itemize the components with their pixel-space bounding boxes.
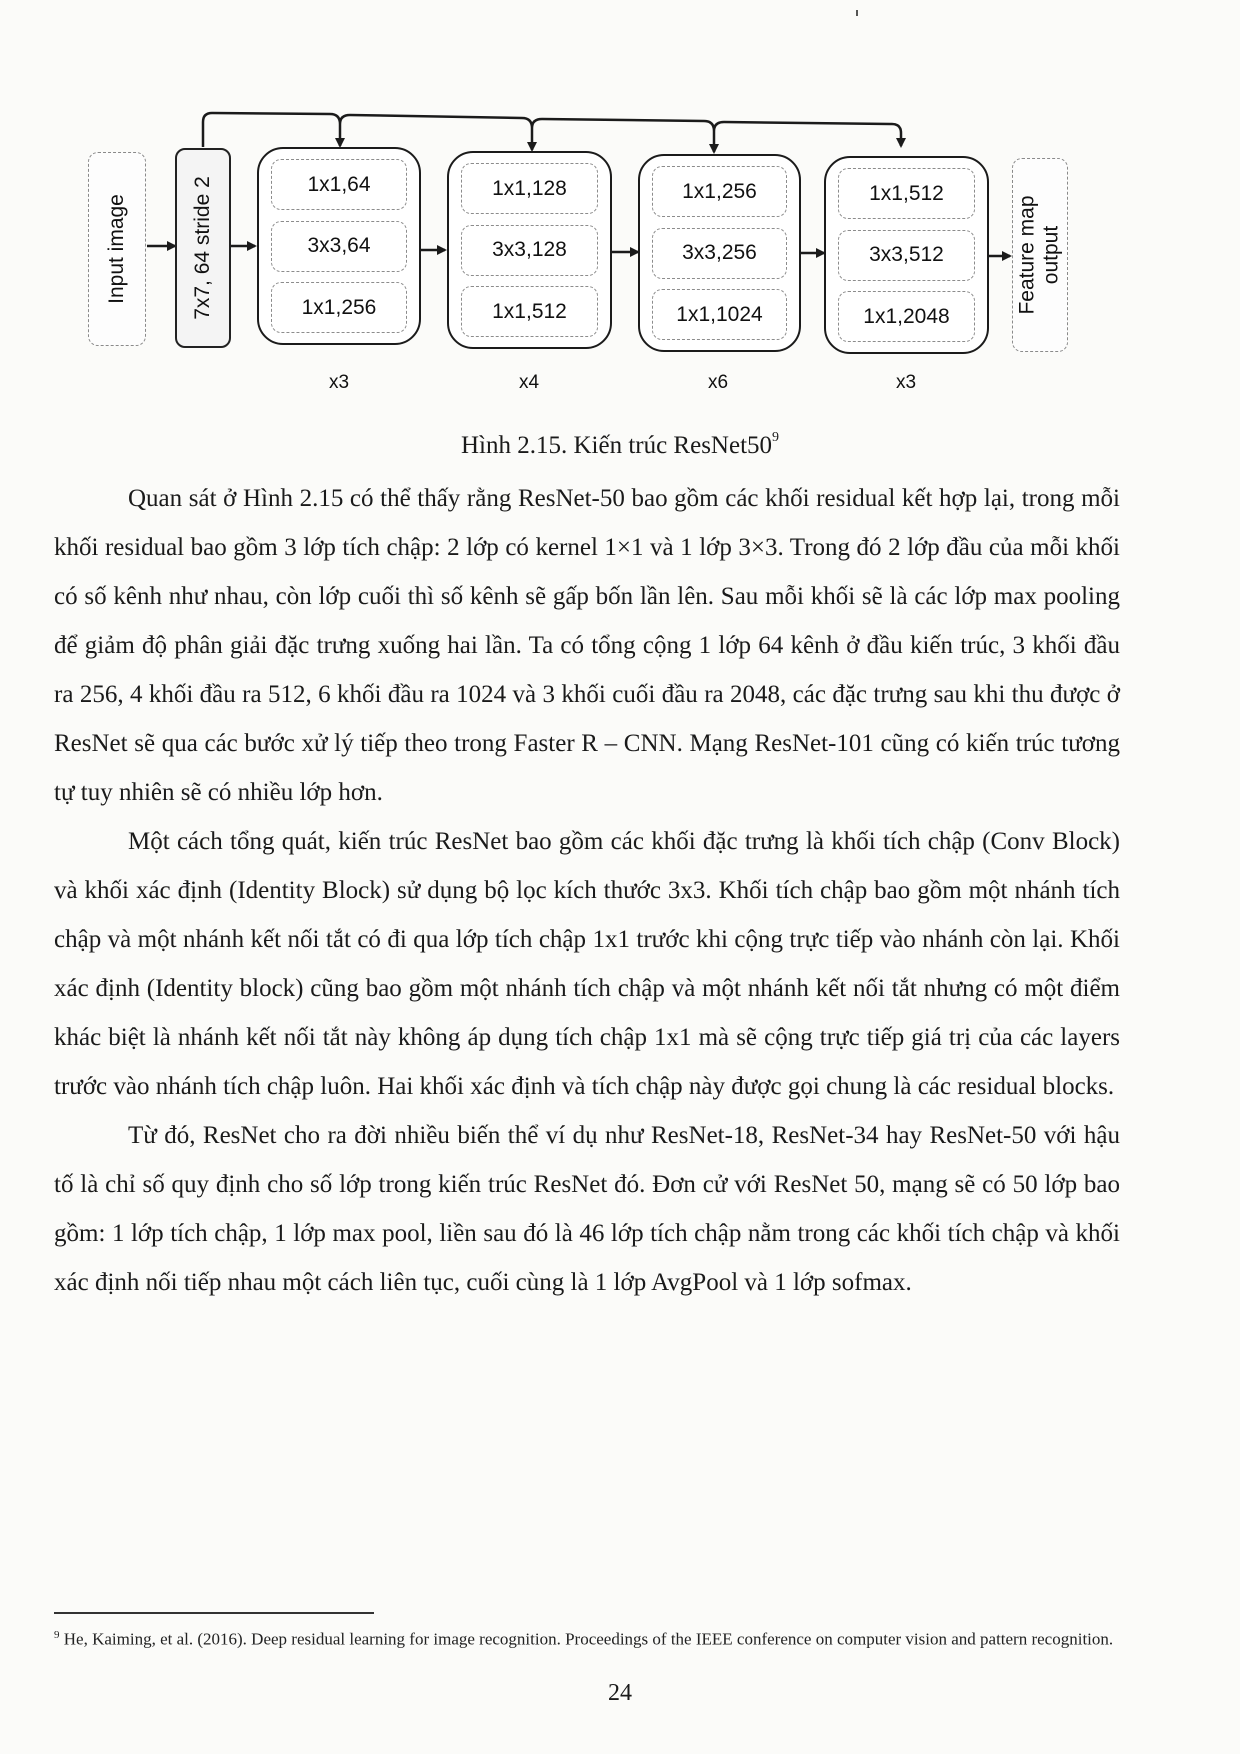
resnet50-diagram xyxy=(0,0,1240,400)
feature-map-output-label xyxy=(1016,195,1064,314)
paragraph-3: Từ đó, ResNet cho ra đời nhiều biến thể ví dụ như ResNet-18, ResNet-34 hay ResNet-50 với hậu tố là chỉ số quy định cho số lớp trong kiến trúc ResNet đó. Đơn cử với ResNet 50, mạng sẽ có 50 lớp bao gồm: 1 lớp tích chập, 1 lớp max pool, liền sau đó là 46 lớp tích chập nằm trong các khối tích chập và khối xác định nối tiếp nhau một cách liên tục, cuối cùng là 1 lớp AvgPool và 1 lớp sofmax. xyxy=(54,1122,1120,1296)
stage-4-repeat: x3 xyxy=(895,372,917,393)
feature-map-output-box xyxy=(1012,158,1068,352)
stage-1-layer-1: 1x1,64 xyxy=(271,159,407,210)
stage-3-repeat: x6 xyxy=(707,372,729,393)
footnote xyxy=(54,1624,1120,1651)
stage-2-layer-2: 3x3,128 xyxy=(461,225,598,276)
output-label-line-1: Feature map xyxy=(1016,195,1039,315)
stage-2-block xyxy=(447,151,612,349)
page-number: 24 xyxy=(608,1680,632,1706)
stem-conv-box xyxy=(175,148,231,348)
input-image-label: Input image xyxy=(105,194,128,304)
input-image-box xyxy=(88,152,146,346)
stage-3-layer-3: 1x1,1024 xyxy=(652,289,787,340)
stage-1-block xyxy=(257,147,421,345)
footnote-number: 9 xyxy=(54,1629,60,1641)
figure-caption xyxy=(0,430,1240,460)
stage-4-block xyxy=(824,156,989,354)
stage-1-repeat: x3 xyxy=(328,372,350,393)
output-label-line-2: output xyxy=(1040,225,1063,285)
footnote-divider xyxy=(54,1612,374,1614)
stage-1-layer-3: 1x1,256 xyxy=(271,282,407,333)
stage-3-block xyxy=(638,154,801,352)
paragraph-2: Một cách tổng quát, kiến trúc ResNet bao gồm các khối đặc trưng là khối tích chập (Conv Block) và khối xác định (Identity Block) sử dụng bộ lọc kích thước 3x3. Khối tích chập bao gồm một nhánh tích chập và một nhánh kết nối tắt có đi qua lớp tích chập 1x1 trước khi cộng trực tiếp vào nhánh còn lại. Khối xác định (Identity block) cũng bao gồm một nhánh tích chập và một nhánh kết nối tắt nhưng có một điểm khác biệt là nhánh kết nối tắt này không áp dụng tích chập 1x1 mà sẽ cộng trực tiếp giá trị của các layers trước vào nhánh tích chập luôn. Hai khối xác định và tích chập này được gọi chung là các residual blocks. xyxy=(54,828,1120,1100)
paragraph-1: Quan sát ở Hình 2.15 có thể thấy rằng ResNet-50 bao gồm các khối residual kết hợp lại, trong mỗi khối residual bao gồm 3 lớp tích chập: 2 lớp có kernel 1×1 và 1 lớp 3×3. Trong đó 2 lớp đầu của mỗi khối có số kênh như nhau, còn lớp cuối thì số kênh sẽ gấp bốn lần lên. Sau mỗi khối sẽ là các lớp max pooling để giảm độ phân giải đặc trưng xuống hai lần. Ta có tổng cộng 1 lớp 64 kênh ở đầu kiến trúc, 3 khối đầu ra 256, 4 khối đầu ra 512, 6 khối đầu ra 1024 và 3 khối cuối đầu ra 2048, các đặc trưng sau khi thu được ở ResNet sẽ qua các bước xử lý tiếp theo trong Faster R – CNN. Mạng ResNet-101 cũng có kiến trúc tương tự tuy nhiên sẽ có nhiều lớp hơn. xyxy=(54,485,1120,806)
stage-1-layer-2: 3x3,64 xyxy=(271,221,407,272)
stage-2-layer-1: 1x1,128 xyxy=(461,163,598,214)
stage-3-layer-2: 3x3,256 xyxy=(652,228,787,279)
stage-4-layer-2: 3x3,512 xyxy=(838,230,975,281)
stage-2-layer-3: 1x1,512 xyxy=(461,286,598,337)
body-text xyxy=(54,474,1120,1307)
stem-conv-label: 7x7, 64 stride 2 xyxy=(191,176,214,320)
stage-3-layer-1: 1x1,256 xyxy=(652,166,787,217)
stage-2-repeat: x4 xyxy=(518,372,540,393)
stage-4-layer-1: 1x1,512 xyxy=(838,168,975,219)
stage-4-layer-3: 1x1,2048 xyxy=(838,291,975,342)
caption-text: Hình 2.15. Kiến trúc ResNet50 xyxy=(460,432,773,459)
caption-footnote-ref: 9 xyxy=(772,430,780,445)
footnote-text: He, Kaiming, et al. (2016). Deep residual learning for image recognition. Proceedings of the IEEE conference on computer vision and pattern recognition. xyxy=(63,1629,1114,1649)
